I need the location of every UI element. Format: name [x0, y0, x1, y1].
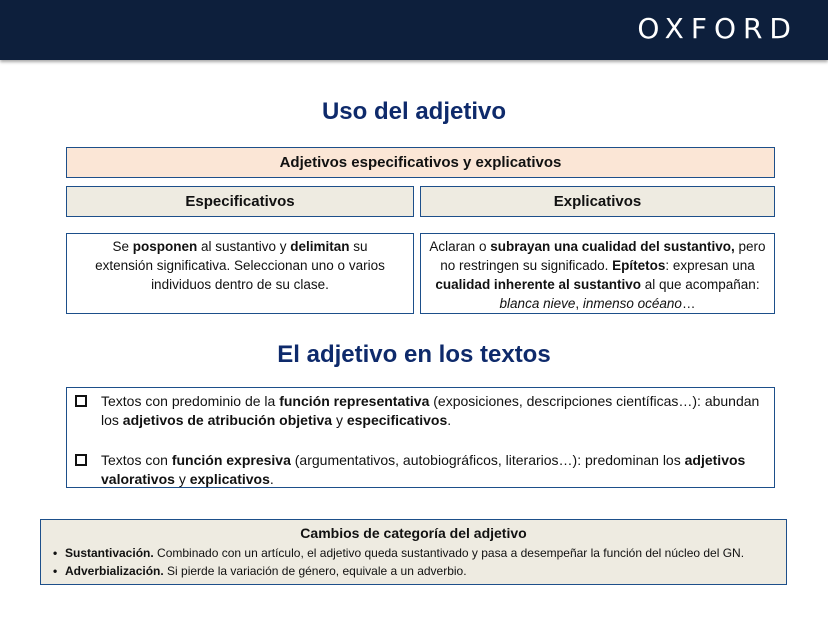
list-item-text: [101, 392, 764, 430]
bullet-item: [41, 544, 786, 562]
section-title-textos: El adjetivo en los textos: [277, 341, 551, 368]
section-title-uso: Uso del adjetivo: [321, 98, 507, 125]
bold-text: posponen: [132, 239, 198, 254]
cambios-box: [40, 519, 787, 585]
bullet-label: Adverbialización.: [65, 564, 164, 578]
bullet-text: Si pierde la variación de género, equivale a un adverbio.: [163, 564, 467, 578]
bold-text: especificativos: [346, 412, 448, 428]
bullet-icon: •: [53, 546, 58, 560]
bold-text: adjetivos de atribución objetiva: [122, 412, 333, 428]
bullet-icon: •: [53, 564, 58, 578]
bold-text: explicativos: [189, 471, 270, 487]
text: Textos con predominio de la: [101, 393, 280, 409]
italic-example: blanca nieve: [499, 296, 576, 311]
bullet-label: Sustantivación.: [65, 546, 154, 560]
bullet-item: [41, 562, 786, 580]
header-bar: [0, 0, 828, 60]
text: (exposiciones, descripciones científicas…): abundan los: [101, 393, 760, 428]
text: .: [447, 412, 452, 428]
text: y: [174, 471, 190, 487]
explicativos-description: [420, 233, 775, 314]
text: (argumentativos, autobiográficos, literarios…): predominan los: [290, 452, 685, 468]
text: …: [681, 296, 696, 311]
checkbox-icon: [75, 454, 87, 466]
list-item: [75, 451, 764, 489]
list-item-text: [101, 451, 764, 489]
italic-example: inmenso océano: [582, 296, 682, 311]
text: y: [332, 412, 347, 428]
checkbox-icon: [75, 395, 87, 407]
oxford-logo: OXFORD: [637, 12, 798, 45]
heading-explicativos: Explicativos: [420, 186, 775, 217]
cambios-title: Cambios de categoría del adjetivo: [300, 525, 527, 541]
bold-text: Epítetos: [612, 258, 666, 273]
text: al que acompañan:: [640, 277, 760, 292]
text: .: [269, 471, 274, 487]
text: su extensión significativa. Seleccionan uno o varios individuos dentro de su clase.: [95, 239, 385, 292]
bold-text: función expresiva: [171, 452, 291, 468]
bold-text: cualidad inherente al sustantivo: [435, 277, 641, 292]
text: al sustantivo y: [197, 239, 291, 254]
bullet-text: Combinado con un artículo, el adjetivo queda sustantivado y pasa a desempeñar la función del núcleo del GN.: [153, 546, 745, 560]
bold-text: delimitan: [290, 239, 350, 254]
heading-especificativos: Especificativos: [66, 186, 414, 217]
text: Se: [112, 239, 133, 254]
bold-text: adjetivos valorativos: [101, 452, 746, 487]
textos-list: [66, 387, 775, 488]
text: pero no restringen su significado.: [440, 239, 766, 273]
banner-adjetivos: Adjetivos especificativos y explicativos: [66, 147, 775, 178]
especificativos-description: [66, 233, 414, 314]
bold-text: subrayan una cualidad del sustantivo,: [490, 239, 735, 254]
text: : expresan una: [665, 258, 755, 273]
text: Aclaran o: [429, 239, 491, 254]
text: ,: [575, 296, 583, 311]
list-item: [75, 392, 764, 430]
text: Textos con: [101, 452, 172, 468]
bold-text: función representativa: [279, 393, 430, 409]
